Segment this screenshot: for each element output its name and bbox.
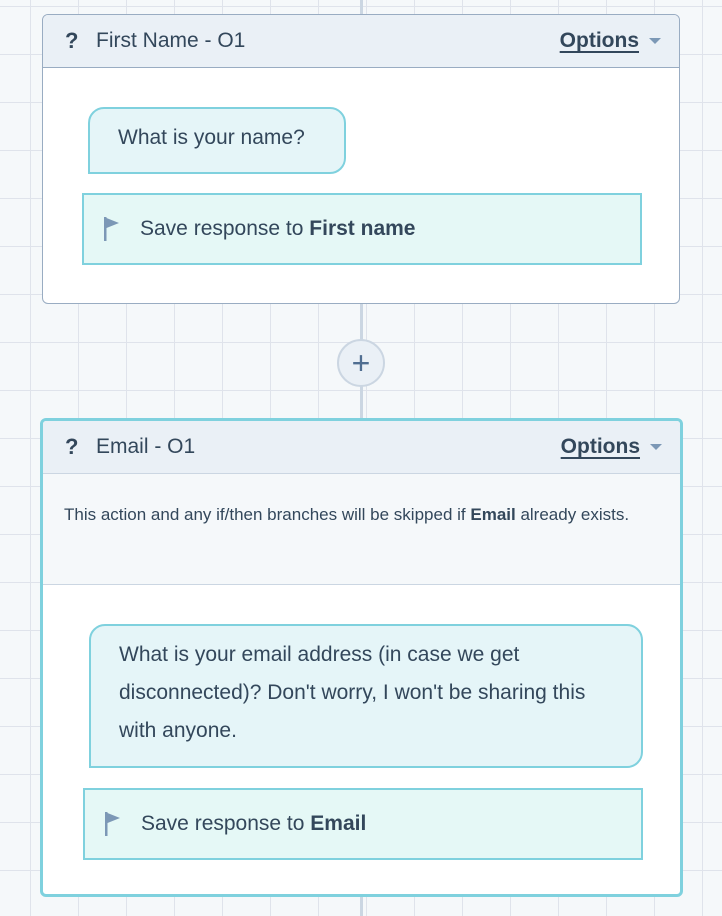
flag-icon [102,217,122,241]
notice-suffix: already exists. [520,505,630,524]
options-label[interactable]: Options [560,435,640,458]
save-response-text [141,812,366,836]
plus-icon[interactable]: + [351,345,371,381]
flag-icon [103,812,123,836]
save-prefix: Save response to [141,812,305,835]
notice-prefix: This action and any if/then branches will be skipped if [64,505,466,524]
caret-down-icon[interactable] [650,444,662,450]
options-dropdown[interactable] [561,435,662,459]
chat-message-bubble[interactable] [88,107,346,174]
notice-property: Email [470,505,516,524]
step-card-header [43,421,680,474]
save-response-box[interactable] [82,193,642,265]
save-property: Email [310,812,367,835]
save-response-box[interactable] [83,788,643,860]
save-response-text [140,217,415,241]
step-card-first-name[interactable] [42,14,680,304]
message-text: What is your name? [118,126,305,149]
options-label[interactable]: Options [559,29,639,52]
question-icon: ? [65,28,79,53]
step-title: First Name - O1 [96,29,246,52]
caret-down-icon[interactable] [649,38,661,44]
skip-notice [43,474,680,585]
options-dropdown[interactable] [560,29,661,53]
save-prefix: Save response to [140,217,304,240]
question-icon: ? [65,434,79,459]
step-title: Email - O1 [96,435,196,458]
chat-message-bubble[interactable] [89,624,643,768]
message-text: What is your email address (in case we get disconnected)? Don't worry, I won't be sharing this with anyone. [119,643,586,742]
save-property: First name [309,217,416,240]
add-step-button[interactable] [337,339,385,387]
step-card-email[interactable] [40,418,683,897]
step-card-header [43,15,679,68]
